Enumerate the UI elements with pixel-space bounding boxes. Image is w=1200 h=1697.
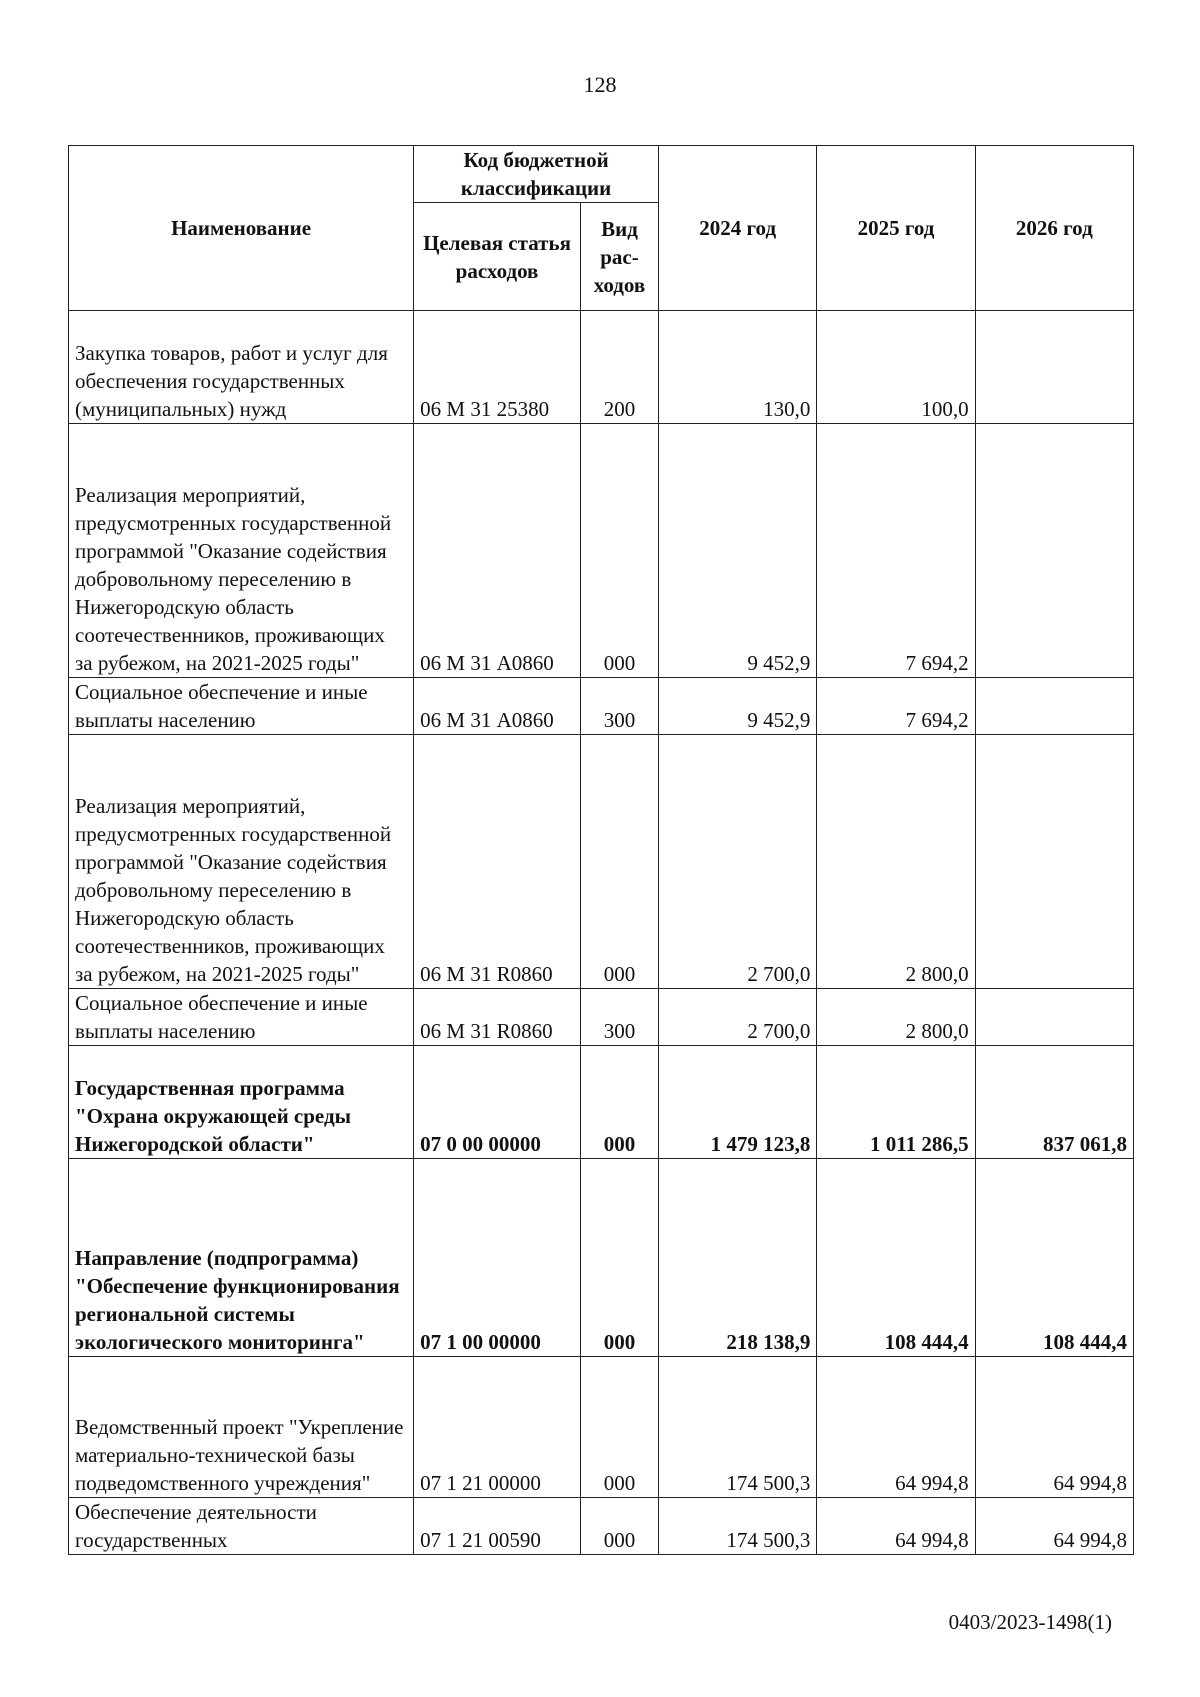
row-type: 200 xyxy=(580,311,658,424)
row-2024: 130,0 xyxy=(659,311,817,424)
header-target-article: Целевая статья расходов xyxy=(414,203,581,311)
row-2026: 64 994,8 xyxy=(975,1498,1133,1555)
row-name: Направление (подпрограмма) "Обеспечение функционирования региональной системы экологического мониторинга" xyxy=(69,1159,414,1357)
header-expense-type: Вид рас-ходов xyxy=(580,203,658,311)
row-name: Социальное обеспечение и иные выплаты населению xyxy=(69,678,414,735)
row-2025: 7 694,2 xyxy=(817,678,975,735)
row-type: 000 xyxy=(580,1159,658,1357)
table-row xyxy=(69,989,1134,1046)
budget-table xyxy=(68,145,1134,1555)
row-2024: 174 500,3 xyxy=(659,1498,817,1555)
row-2026 xyxy=(975,424,1133,678)
row-code: 07 1 00 00000 xyxy=(414,1159,581,1357)
table-row xyxy=(69,311,1134,424)
row-2025: 64 994,8 xyxy=(817,1357,975,1498)
row-type: 000 xyxy=(580,1498,658,1555)
header-name: Наименование xyxy=(69,146,414,311)
table-row xyxy=(69,1159,1134,1357)
row-code: 06 М 31 R0860 xyxy=(414,735,581,989)
header-year-2026: 2026 год xyxy=(975,146,1133,311)
row-2025: 1 011 286,5 xyxy=(817,1046,975,1159)
row-2024: 2 700,0 xyxy=(659,989,817,1046)
table-row xyxy=(69,1357,1134,1498)
row-code: 06 М 31 А0860 xyxy=(414,424,581,678)
row-2024: 9 452,9 xyxy=(659,424,817,678)
row-2026: 837 061,8 xyxy=(975,1046,1133,1159)
page-number: 128 xyxy=(583,72,617,97)
row-type: 300 xyxy=(580,678,658,735)
header-budget-code-group: Код бюджетной классификации xyxy=(414,146,659,203)
row-code: 06 М 31 25380 xyxy=(414,311,581,424)
header-year-2024: 2024 год xyxy=(659,146,817,311)
row-2025: 100,0 xyxy=(817,311,975,424)
row-name: Ведомственный проект "Укрепление материально-технической базы подведомственного учреждения" xyxy=(69,1357,414,1498)
row-name: Реализация мероприятий, предусмотренных государственной программой "Оказание содействия добровольному переселению в Нижегородскую область соотечественников, проживающих за рубежом, на 2021-2025 годы" xyxy=(69,735,414,989)
row-name: Обеспечение деятельности государственных xyxy=(69,1498,414,1555)
table-row xyxy=(69,1046,1134,1159)
table-row xyxy=(69,1498,1134,1555)
row-2026: 108 444,4 xyxy=(975,1159,1133,1357)
row-2024: 218 138,9 xyxy=(659,1159,817,1357)
row-2025: 2 800,0 xyxy=(817,989,975,1046)
row-code: 07 1 21 00000 xyxy=(414,1357,581,1498)
row-code: 07 1 21 00590 xyxy=(414,1498,581,1555)
row-2024: 9 452,9 xyxy=(659,678,817,735)
row-type: 000 xyxy=(580,1357,658,1498)
row-2024: 1 479 123,8 xyxy=(659,1046,817,1159)
document-code: 0403/2023-1498(1) xyxy=(948,1610,1112,1634)
row-type: 000 xyxy=(580,735,658,989)
row-name: Закупка товаров, работ и услуг для обеспечения государственных (муниципальных) нужд xyxy=(69,311,414,424)
table-row xyxy=(69,678,1134,735)
row-2024: 2 700,0 xyxy=(659,735,817,989)
row-2026 xyxy=(975,989,1133,1046)
row-2026 xyxy=(975,735,1133,989)
table-row xyxy=(69,735,1134,989)
row-2026: 64 994,8 xyxy=(975,1357,1133,1498)
row-2025: 2 800,0 xyxy=(817,735,975,989)
row-2025: 64 994,8 xyxy=(817,1498,975,1555)
header-year-2025: 2025 год xyxy=(817,146,975,311)
row-code: 06 М 31 А0860 xyxy=(414,678,581,735)
row-2025: 7 694,2 xyxy=(817,424,975,678)
table-row xyxy=(69,424,1134,678)
row-name: Государственная программа "Охрана окружающей среды Нижегородской области" xyxy=(69,1046,414,1159)
row-type: 300 xyxy=(580,989,658,1046)
row-2024: 174 500,3 xyxy=(659,1357,817,1498)
row-2026 xyxy=(975,311,1133,424)
row-2026 xyxy=(975,678,1133,735)
row-code: 07 0 00 00000 xyxy=(414,1046,581,1159)
row-2025: 108 444,4 xyxy=(817,1159,975,1357)
row-code: 06 М 31 R0860 xyxy=(414,989,581,1046)
row-type: 000 xyxy=(580,1046,658,1159)
row-name: Реализация мероприятий, предусмотренных государственной программой "Оказание содействия добровольному переселению в Нижегородскую область соотечественников, проживающих за рубежом, на 2021-2025 годы" xyxy=(69,424,414,678)
row-type: 000 xyxy=(580,424,658,678)
row-name: Социальное обеспечение и иные выплаты населению xyxy=(69,989,414,1046)
